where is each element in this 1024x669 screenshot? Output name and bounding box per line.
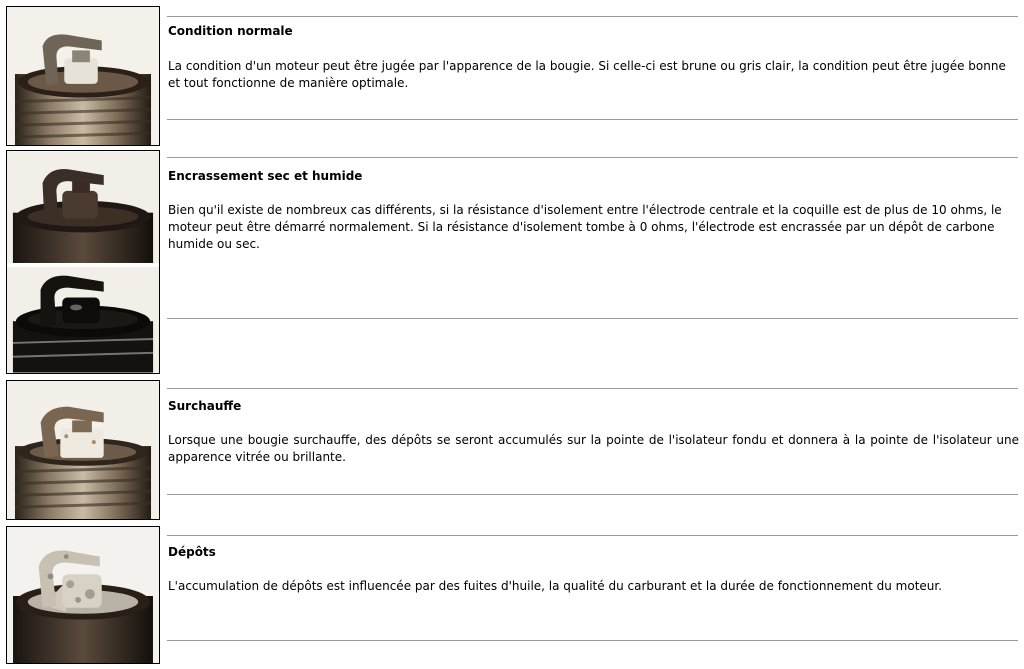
section-body: Bien qu'il existe de nombreux cas différents, si la résistance d'isolement entre l'électrode centrale et la coquille est de plus de 10 ohms, le moteur peut être démarré normalement. Si la résistance d'isolement tombe à 0 ohms, l'électrode est encrassée par un dépôt de carbone humide ou sec. <box>168 203 1002 251</box>
section-body: Lorsque une bougie surchauffe, des dépôts se seront accumulés sur la pointe de l'isolateur fondu et donnera à la pointe de l'isolateur une apparence vitrée ou brillante. <box>168 433 1019 464</box>
divider <box>167 318 1018 319</box>
divider <box>167 388 1018 389</box>
divider <box>167 640 1018 641</box>
section-title: Encrassement sec et humide <box>168 169 363 183</box>
spark-plug-photo-normal <box>6 6 160 146</box>
spark-plug-photo-deposits <box>6 526 160 664</box>
section-title: Dépôts <box>168 545 216 559</box>
spark-plug-fouled-image <box>7 151 159 373</box>
section-body: L'accumulation de dépôts est influencée par des fuites d'huile, la qualité du carburant et la durée de fonctionnement du moteur. <box>168 579 943 593</box>
spark-plug-deposits-image <box>7 527 159 663</box>
section-body: La condition d'un moteur peut être jugée par l'apparence de la bougie. Si celle-ci est brune ou gris clair, la condition peut être jugée bonne et tout fonctionne de manière optimale. <box>168 59 1006 90</box>
divider <box>167 157 1018 158</box>
spark-plug-photo-overheated <box>6 380 160 520</box>
divider <box>167 535 1018 536</box>
divider <box>167 16 1018 17</box>
section-title: Surchauffe <box>168 399 242 413</box>
spark-plug-photo-fouled <box>6 150 160 374</box>
spark-plug-overheated-image <box>7 381 159 519</box>
divider <box>167 119 1018 120</box>
spark-plug-normal-image <box>7 7 159 145</box>
divider <box>167 494 1018 495</box>
section-title: Condition normale <box>168 24 293 38</box>
